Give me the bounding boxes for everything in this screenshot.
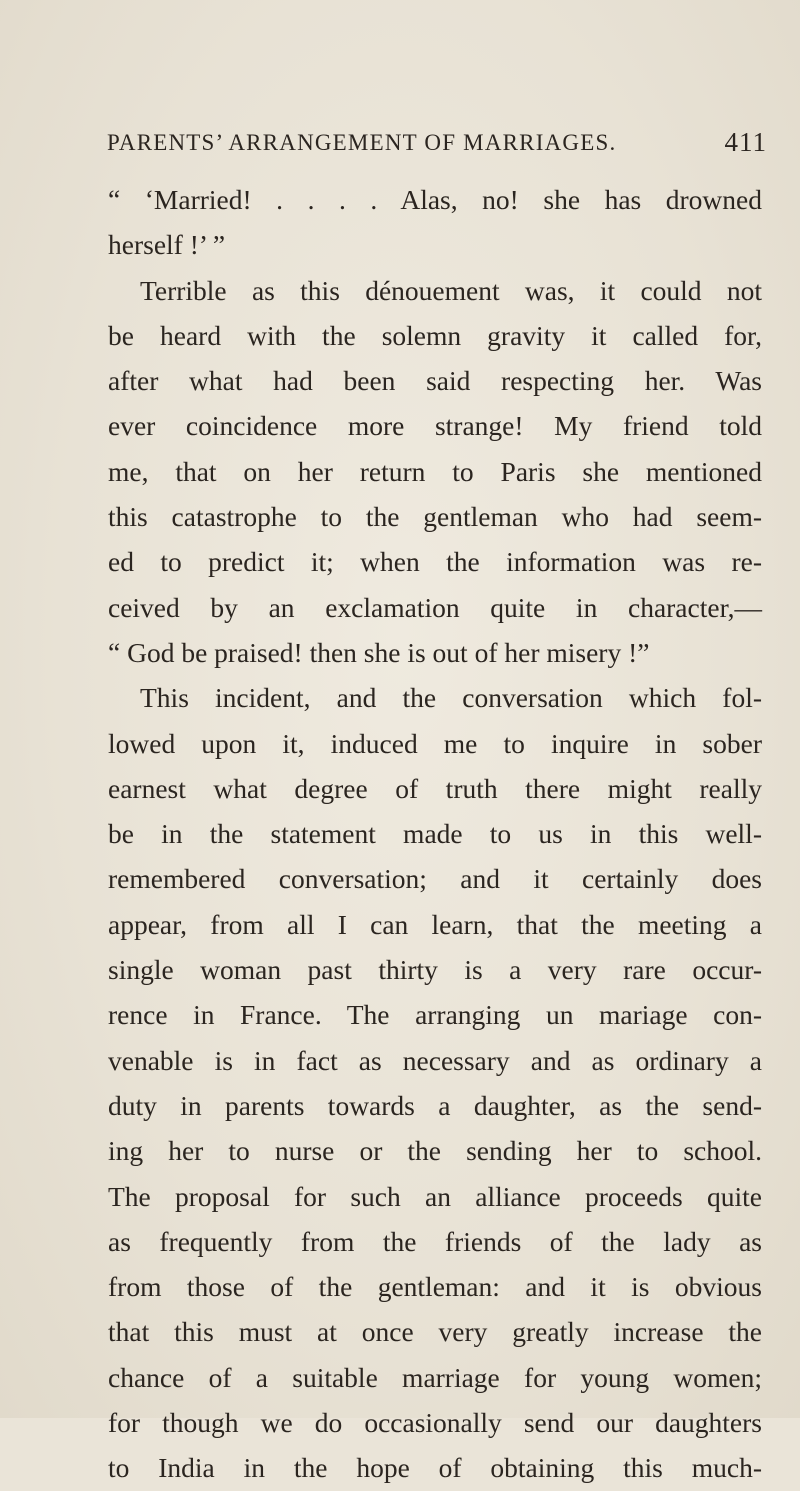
text-line: herself !’ ” [108,229,226,261]
text-line: “ God be praised! then she is out of her misery !” [108,636,650,668]
text-line: appear, from all I can learn, that the meeting a [108,908,762,940]
text-line: to India in the hope of obtaining this much- [108,1452,762,1484]
body-text [108,177,762,1491]
text-line: from those of the gentleman: and it is obvious [108,1271,762,1303]
running-head-title: PARENTS’ ARRANGEMENT OF MARRIAGES. [107,130,617,155]
text-line: rence in France. The arranging un mariage con- [108,999,762,1031]
text-line: venable is in fact as necessary and as ordinary a [108,1044,762,1076]
paragraph-first-line: Terrible as this dénouement was, it could not [140,274,762,306]
text-line: “ ‘Married! . . . . Alas, no! she has drowned [108,184,762,215]
text-line: for though we do occasionally send our daughters [108,1407,762,1439]
text-line: be in the statement made to us in this well- [108,818,762,850]
text-line: ceived by an exclamation quite in character,— [108,591,762,623]
text-line: me, that on her return to Paris she mentioned [108,455,762,487]
text-line: The proposal for such an alliance proceeds quite [108,1180,762,1212]
text-line: single woman past thirty is a very rare occur- [108,954,762,986]
text-line: ever coincidence more strange! My friend told [108,410,762,442]
text-line: lowed upon it, induced me to inquire in sober [108,727,762,759]
text-line: chance of a suitable marriage for young women; [108,1361,762,1393]
text-line: ing her to nurse or the sending her to school. [108,1135,762,1167]
text-line: duty in parents towards a daughter, as the send- [108,1089,762,1121]
running-head [107,127,767,166]
text-line: that this must at once very greatly increase the [108,1316,762,1348]
text-line: after what had been said respecting her. Was [108,365,762,397]
page-number: 411 [724,127,767,157]
text-line: remembered conversation; and it certainly does [108,863,762,895]
paragraph-first-line: This incident, and the conversation which fol- [140,682,762,714]
text-line: be heard with the solemn gravity it called for, [108,319,762,351]
text-line: ed to predict it; when the information was re- [108,546,762,578]
text-line: as frequently from the friends of the lady as [108,1225,762,1257]
text-line: earnest what degree of truth there might really [108,772,762,804]
text-line: this catastrophe to the gentleman who had seem- [108,501,762,533]
